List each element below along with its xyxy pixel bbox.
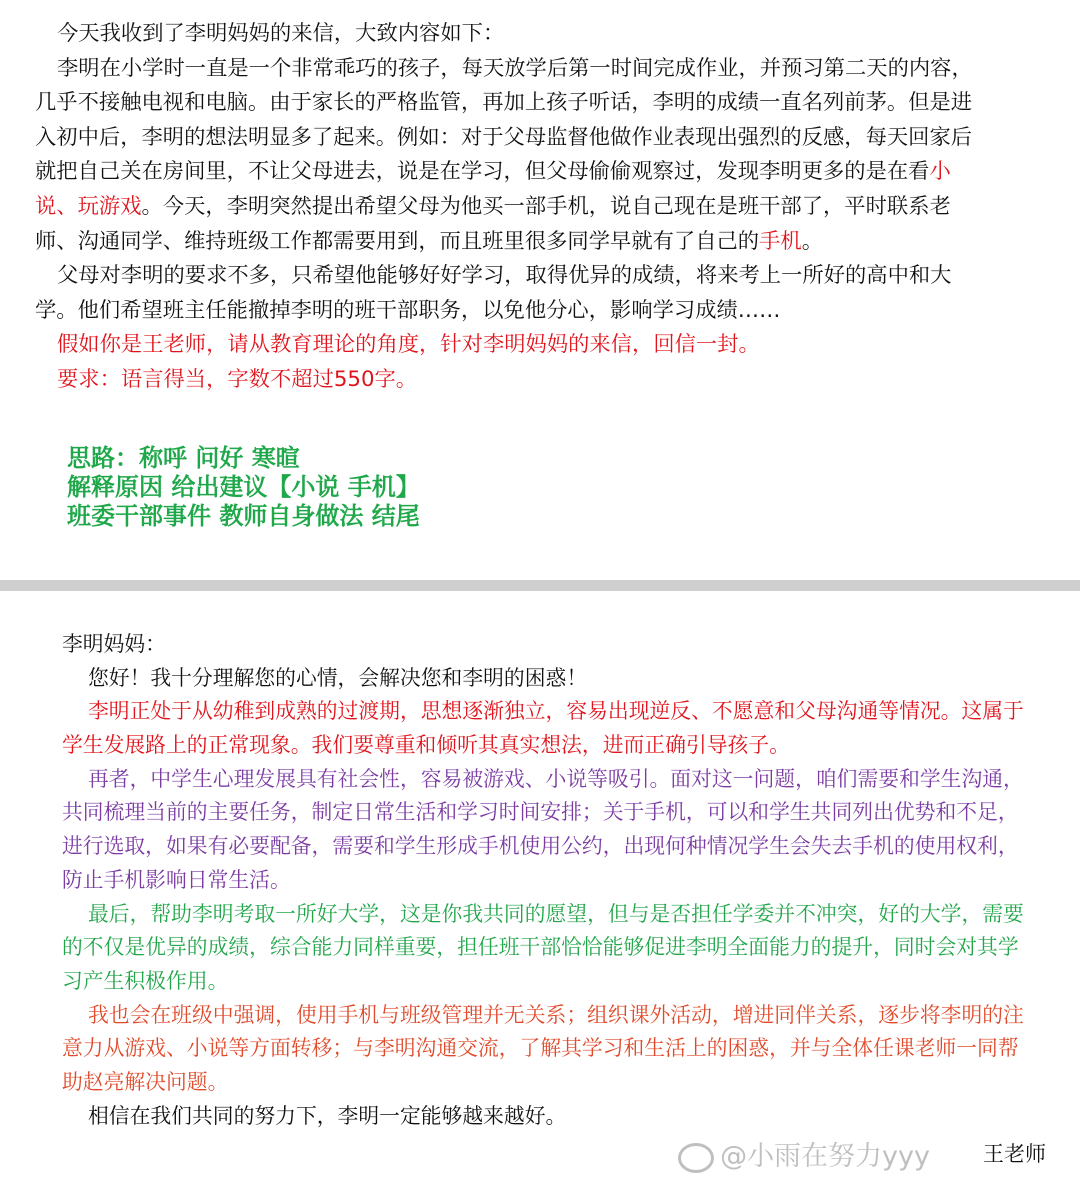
text-segment: 最后，帮助李明考取一所好大学，这是你我共同的愿望，但与是否担任学委并不冲突，好的大学，需要 [88,901,1024,926]
letter-line [0,931,1080,965]
text-segment: 李明正处于从幼稚到成熟的过渡期，思想逐渐独立，容易出现逆反、不愿意和父母沟通等情况。这属于 [88,699,1024,724]
letter-line [0,999,1080,1033]
letter-line [0,763,1080,797]
letter-line [0,695,1080,729]
text-segment: 今天我收到了李明妈妈的来信，大致内容如下： [57,21,505,46]
text-segment: 。 [801,228,824,254]
text-segment: 相信在我们共同的努力下，李明一定能够越来越好。 [88,1103,567,1128]
section-divider [0,580,1080,591]
text-segment: 小 [929,159,951,185]
letter-signature: 王老师 [983,1142,1046,1166]
reply-letter [0,628,1080,1133]
thinking-outline [67,444,1080,531]
problem-statement [0,17,1080,398]
text-segment: 师、沟通同学、维持班级工作都需要用到，而且班里很多同学早就有了自己的 [35,228,760,254]
text-segment: 再者，中学生心理发展具有社会性，容易被游戏、小说等吸引。面对这一问题，咱们需要和学生沟通， [88,766,1024,791]
thinking-line: 思路：称呼 问好 寒暄 [67,444,300,472]
watermark-text: @小雨在努力yyy [720,1141,930,1172]
letter-line [0,1100,1080,1134]
text-segment: 意力从游戏、小说等方面转移；与李明沟通交流，了解其学习和生活上的困惑，并与全体任课老师一同帮 [62,1036,1019,1061]
text-segment: 我也会在班级中强调，使用手机与班级管理并无关系；组织课外活动，增进同伴关系，逐步将李明的注 [88,1002,1024,1027]
problem-line [0,225,1080,260]
letter-line [0,1066,1080,1100]
text-segment: 就把自己关在房间里，不让父母进去，说是在学习，但父母偷偷观察过，发现李明更多的是在看 [35,159,930,185]
letter-line [0,965,1080,999]
thinking-line: 解释原因 给出建议【小说 手机】 [67,473,420,501]
text-segment: 的不仅是优异的成绩，综合能力同样重要，担任班干部恰恰能够促进李明全面能力的提升，同时会对其学 [62,935,1019,960]
letter-line [0,830,1080,864]
text-segment: 。今天，李明突然提出希望父母为他买一部手机，说自己现在是班干部了，平时联系老 [141,193,951,219]
problem-line [0,363,1080,398]
problem-line [0,294,1080,329]
text-segment: 几乎不接触电视和电脑。由于家长的严格监管，再加上孩子听话，李明的成绩一直名列前茅。但是进 [35,90,973,116]
thinking-line: 班委干部事件 教师自身做法 结尾 [67,502,420,530]
text-segment: 要求：语言得当，字数不超过550字。 [57,366,418,392]
problem-line [0,86,1080,121]
text-segment: 说、玩游戏 [35,193,142,219]
letter-line [0,864,1080,898]
text-segment: 学。他们希望班主任能撤掉李明的班干部职务，以免他分心，影响学习成绩…… [35,297,781,323]
letter-line [0,796,1080,830]
text-segment: 李明妈妈： [62,632,166,656]
text-segment: 共同梳理当前的主要任务，制定日常生活和学习时间安排；关于手机，可以和学生共同列出优势和不足， [62,800,1019,825]
letter-line [0,628,1080,662]
text-segment: 您好！我十分理解您的心情，会解决您和李明的困惑！ [88,665,588,690]
text-segment: 假如你是王老师，请从教育理论的角度，针对李明妈妈的来信，回信一封。 [57,332,760,358]
text-segment: 手机 [759,228,802,254]
problem-line [0,328,1080,363]
watermark [678,1134,930,1173]
text-segment: 防止手机影响日常生活。 [62,867,291,892]
text-segment: 李明在小学时一直是一个非常乖巧的孩子，每天放学后第一时间完成作业，并预习第二天的内容， [57,55,973,81]
letter-line [0,898,1080,932]
letter-line [0,1032,1080,1066]
problem-line [0,121,1080,156]
text-segment: 习产生积极作用。 [62,968,229,993]
problem-line [0,190,1080,225]
text-segment: 学生发展路上的正常现象。我们要尊重和倾听其真实想法，进而正确引导孩子。 [62,733,790,758]
text-segment: 助赵亮解决问题。 [62,1069,229,1094]
problem-line [0,259,1080,294]
problem-line [0,155,1080,190]
letter-line [0,662,1080,696]
text-segment: 父母对李明的要求不多，只希望他能够好好学习，取得优异的成绩，将来考上一所好的高中和大 [57,263,952,289]
problem-line [0,52,1080,87]
text-segment: 进行选取，如果有必要配备，需要和学生形成手机使用公约，出现何种情况学生会失去手机的使用权利， [62,834,1019,859]
letter-line [0,729,1080,763]
text-segment: 入初中后，李明的想法明显多了起来。例如：对于父母监督他做作业表现出强烈的反感，每天回家后 [35,124,973,150]
problem-line [0,17,1080,52]
weibo-icon [678,1143,714,1173]
